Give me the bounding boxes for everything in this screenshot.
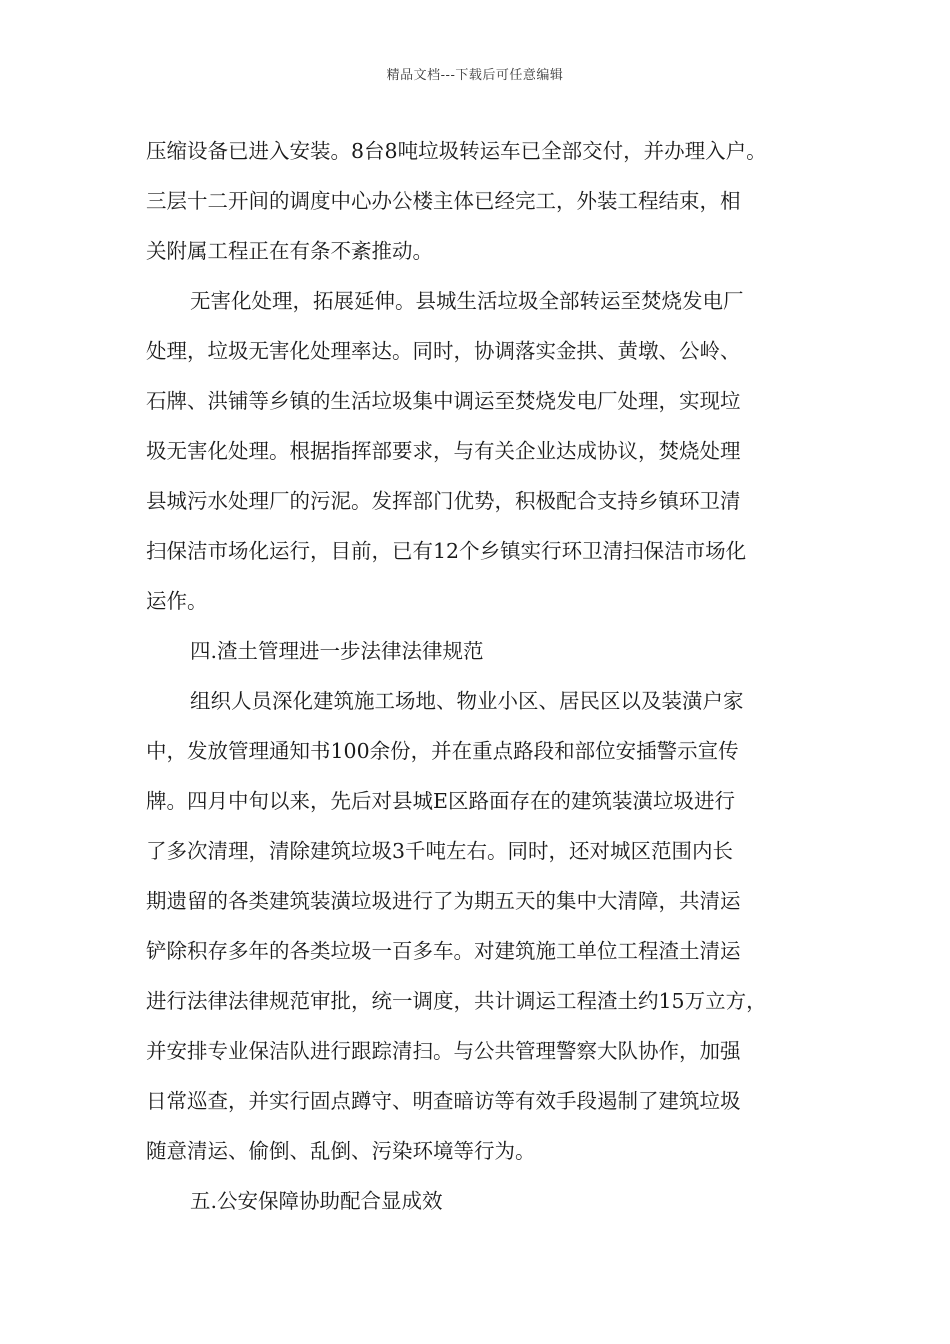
text-line: 随意清运、偷倒、乱倒、污染环境等行为。 (146, 1139, 536, 1163)
paragraph-start-line: 组织人员深化建筑施工场地、物业小区、居民区以及装潢户家 (190, 689, 744, 713)
text-line: 日常巡查，并实行固点蹲守、明查暗访等有效手段遏制了建筑垃圾 (146, 1089, 741, 1113)
paragraph-start-line: 无害化处理，拓展延伸。县城生活垃圾全部转运至焚烧发电厂 (190, 289, 744, 313)
text-line: 三层十二开间的调度中心办公楼主体已经完工，外装工程结束，相 (146, 189, 741, 213)
page-header: 精品文档---下载后可任意编辑 (386, 68, 564, 83)
text-line: 期遗留的各类建筑装潢垃圾进行了为期五天的集中大清障，共清运 (146, 889, 741, 913)
text-line: 县城污水处理厂的污泥。发挥部门优势，积极配合支持乡镇环卫清 (146, 489, 741, 513)
text-line: 石牌、洪铺等乡镇的生活垃圾集中调运至焚烧发电厂处理，实现垃 (146, 389, 741, 413)
text-line: 压缩设备已进入安装。8台8吨垃圾转运车已全部交付，并办理入户。 (146, 139, 767, 163)
text-line: 铲除积存多年的各类垃圾一百多车。对建筑施工单位工程渣土清运 (146, 939, 741, 963)
text-line: 并安排专业保洁队进行跟踪清扫。与公共管理警察大队协作，加强 (146, 1039, 741, 1063)
text-line: 进行法律法律规范审批，统一调度，共计调运工程渣土约15万立方， (146, 989, 767, 1013)
text-line: 关附属工程正在有条不紊推动。 (146, 239, 433, 263)
section-heading: 四.渣土管理进一步法律法律规范 (190, 639, 484, 663)
text-line: 了多次清理，清除建筑垃圾3千吨左右。同时，还对城区范围内长 (146, 839, 734, 863)
text-line: 运作。 (146, 589, 208, 613)
text-line: 扫保洁市场化运行，目前，已有12个乡镇实行环卫清扫保洁市场化 (146, 539, 747, 563)
text-line: 圾无害化处理。根据指挥部要求，与有关企业达成协议，焚烧处理 (146, 439, 741, 463)
section-heading: 五.公安保障协助配合显成效 (190, 1189, 443, 1213)
document-body (146, 126, 814, 1226)
text-line: 牌。四月中旬以来，先后对县城E区路面存在的建筑装潢垃圾进行 (146, 789, 735, 813)
text-line: 中，发放管理通知书100余份，并在重点路段和部位安插警示宣传 (146, 739, 739, 763)
text-line: 处理，垃圾无害化处理率达。同时，协调落实金拱、黄墩、公岭、 (146, 339, 741, 363)
